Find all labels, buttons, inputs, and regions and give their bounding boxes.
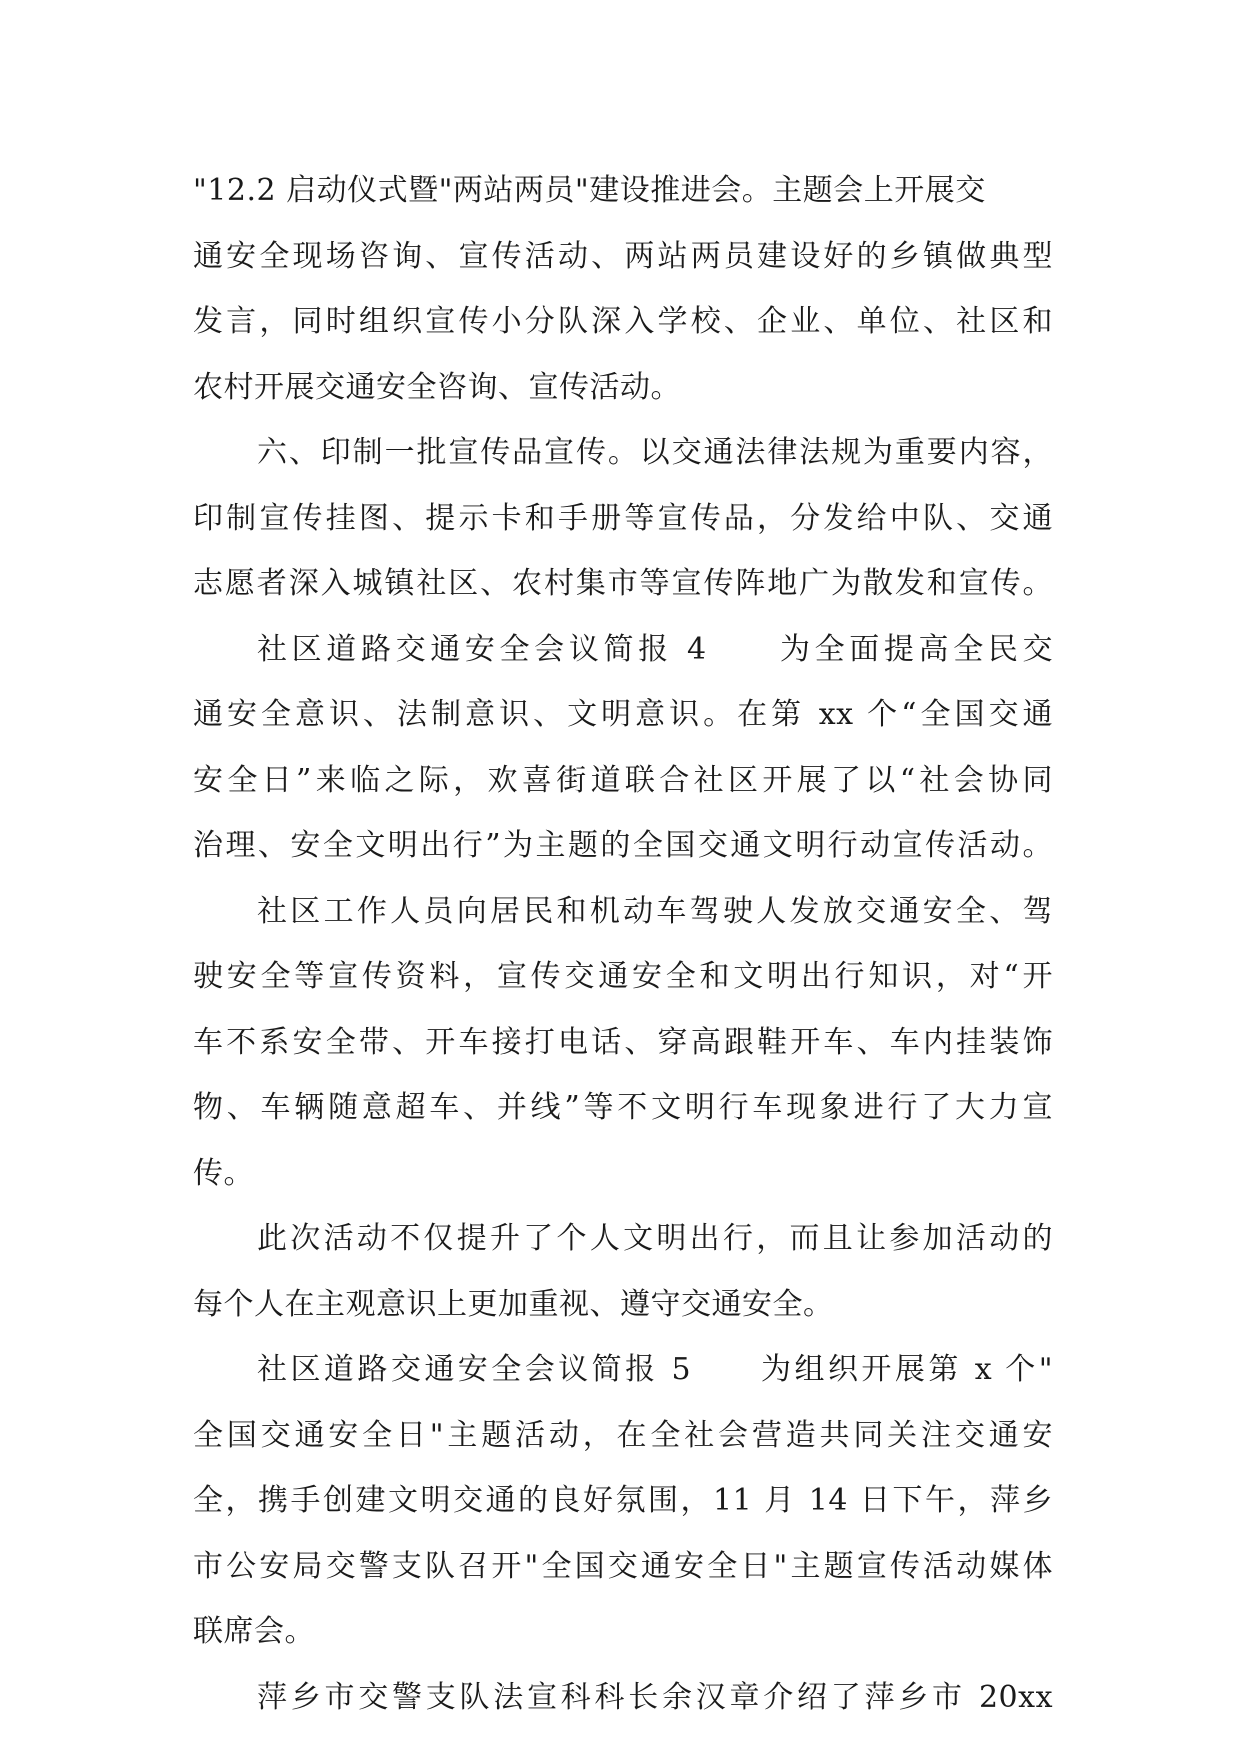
text-line: 六、印制一批宣传品宣传。以交通法律法规为重要内容，: [257, 435, 1053, 470]
text-line: 社区道路交通安全会议简报 4 为全面提高全民交: [257, 631, 1053, 667]
text-line: 发言，同时组织宣传小分队深入学校、企业、单位、社区和: [193, 304, 1053, 339]
text-line: 通安全意识、法制意识、文明意识。在第 xx 个“全国交通: [193, 697, 1053, 732]
text-line: 志愿者深入城镇社区、农村集市等宣传阵地广为散发和宣传。: [193, 566, 1053, 601]
text-line: "12.2 启动仪式暨"两站两员"建设推进会。主题会上开展交: [193, 173, 986, 208]
text-line: 通安全现场咨询、宣传活动、两站两员建设好的乡镇做典型: [193, 238, 1053, 274]
text-line: 传。: [193, 1155, 254, 1191]
text-line: 农村开展交通安全咨询、宣传活动。: [193, 369, 681, 405]
text-line: 每个人在主观意识上更加重视、遵守交通安全。: [193, 1286, 834, 1322]
text-line: 物、车辆随意超车、并线”等不文明行车现象进行了大力宣: [193, 1090, 1053, 1125]
text-line: 萍乡市交警支队法宣科科长余汉章介绍了萍乡市 20xx: [257, 1679, 1053, 1715]
text-line: 全，携手创建文明交通的良好氛围，11 月 14 日下午，萍乡: [193, 1483, 1053, 1518]
text-line: 市公安局交警支队召开"全国交通安全日"主题宣传活动媒体: [193, 1548, 1053, 1584]
text-line: 治理、安全文明出行”为主题的全国交通文明行动宣传活动。: [193, 828, 1053, 863]
text-line: 社区道路交通安全会议简报 5 为组织开展第 x 个": [257, 1352, 1053, 1387]
text-line: 联席会。: [193, 1614, 315, 1649]
text-line: 安全日”来临之际，欢喜街道联合社区开展了以“社会协同: [193, 762, 1053, 798]
text-line: 车不系安全带、开车接打电话、穿高跟鞋开车、车内挂装饰: [193, 1024, 1053, 1060]
text-line: 社区工作人员向居民和机动车驾驶人发放交通安全、驾: [257, 893, 1053, 929]
text-line: 全国交通安全日"主题活动，在全社会营造共同关注交通安: [193, 1417, 1053, 1453]
text-line: 印制宣传挂图、提示卡和手册等宣传品，分发给中队、交通: [193, 500, 1053, 536]
text-line: 此次活动不仅提升了个人文明出行，而且让参加活动的: [257, 1221, 1053, 1256]
document-body: [193, 158, 1053, 1730]
text-line: 驶安全等宣传资料，宣传交通安全和文明出行知识，对“开: [193, 959, 1053, 994]
